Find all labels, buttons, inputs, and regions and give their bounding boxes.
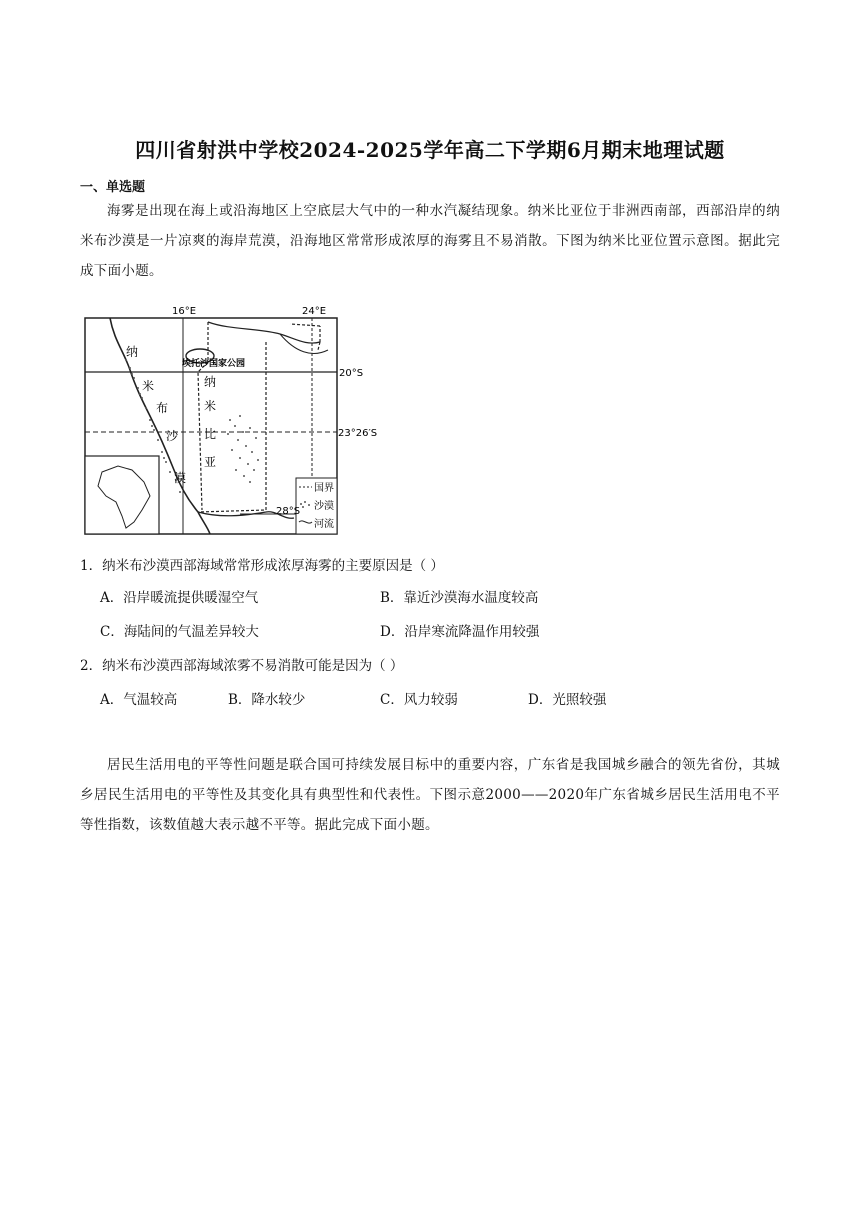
lat-20-label: 20°S xyxy=(339,368,364,379)
legend-border-label: 国界 xyxy=(314,483,334,494)
passage-electricity: 居民生活用电的平等性问题是联合国可持续发展目标中的重要内容，广东省是我国城乡融合的领先省份，其城乡居民生活用电的平等性及其变化具有典型性和代表性。下图示意2000——2020年广东省城乡居民生活用电不平等性指数，该数值越大表示越不平等。据此完成下面小题。 xyxy=(80,757,780,833)
lat-tropic-label: 23°26′S xyxy=(338,428,378,439)
legend-desert-label: 沙漠 xyxy=(314,501,334,512)
country-char-3: 比 xyxy=(204,427,217,441)
park-label: 埃托沙国家公园 xyxy=(182,359,246,369)
q2-option-b[interactable]: B．降水较少 xyxy=(228,692,306,708)
section-heading: 一、单选题 xyxy=(80,180,146,195)
lon-left-label: 16°E xyxy=(172,306,197,317)
legend-river-label: 河流 xyxy=(314,519,334,530)
desert-char-5: 漠 xyxy=(174,471,187,485)
desert-char-1: 纳 xyxy=(126,345,139,359)
page-title: 四川省射洪中学校2024-2025学年高二下学期6月期末地理试题 xyxy=(135,138,725,162)
q1-option-b[interactable]: B．靠近沙漠海水温度较高 xyxy=(380,590,539,606)
country-char-1: 纳 xyxy=(204,375,217,389)
q1-option-c[interactable]: C．海陆间的气温差异较大 xyxy=(100,624,259,640)
passage-fog: 海雾是出现在海上或沿海地区上空底层大气中的一种水汽凝结现象。纳米比亚位于非洲西南部，西部沿岸的纳米布沙漠是一片凉爽的海岸荒漠，沿海地区常常形成浓厚的海雾且不易消散。下图为纳米比亚位置示意图。据此完成下面小题。 xyxy=(80,203,780,279)
desert-char-2: 米 xyxy=(142,379,155,393)
country-char-4: 亚 xyxy=(204,455,217,469)
desert-char-4: 沙 xyxy=(166,429,179,443)
lat-28-label: 28°S xyxy=(276,506,301,517)
question-2-stem: 2．纳米布沙漠西部海域浓雾不易消散可能是因为（ ） xyxy=(80,658,404,674)
namibia-map xyxy=(80,300,380,540)
africa-inset-frame xyxy=(85,456,159,534)
question-1-stem: 1．纳米布沙漠西部海域常常形成浓厚海雾的主要原因是（ ） xyxy=(80,558,444,574)
country-char-2: 米 xyxy=(204,399,217,413)
desert-char-3: 布 xyxy=(156,401,169,415)
q2-option-d[interactable]: D．光照较强 xyxy=(528,692,607,708)
q1-option-a[interactable]: A．沿岸暖流提供暖湿空气 xyxy=(100,590,259,606)
q2-option-a[interactable]: A．气温较高 xyxy=(100,692,178,708)
q2-option-c[interactable]: C．风力较弱 xyxy=(380,692,458,708)
lon-right-label: 24°E xyxy=(302,306,327,317)
q1-option-d[interactable]: D．沿岸寒流降温作用较强 xyxy=(380,624,540,640)
